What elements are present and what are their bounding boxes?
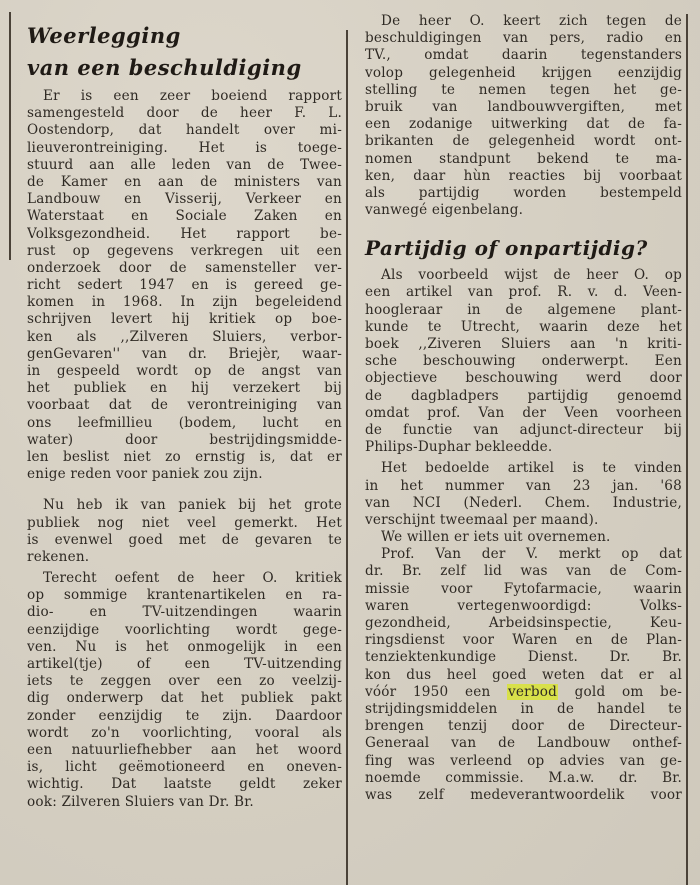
text-line: noemde commissie. M.a.w. dr. Br. [365, 769, 682, 786]
text-line: verschijnt tweemaal per maand). [365, 511, 599, 528]
text-line: objectieve beschouwing werd door [365, 370, 682, 387]
center-column-rule [346, 30, 348, 885]
text-line: gezondheid, Arbeidsinspectie, Keu- [365, 615, 682, 631]
text-line: Nu heb ik van paniek bij het grote [43, 497, 342, 514]
text-line: Het bedoelde artikel is te vinden [381, 460, 682, 477]
left-column-rule [9, 12, 11, 260]
text-line: stelling te nemen tegen het ge- [365, 81, 682, 98]
text-line: stuurd aan alle leden van de Twee- [27, 156, 342, 173]
text-line: waren vertegenwoordigd: Volks- [365, 597, 682, 614]
text-line: Waterstaat en Sociale Zaken en [27, 208, 342, 225]
text-line: Als voorbeeld wijst de heer O. op [381, 267, 682, 284]
text-line: lieuverontreiniging. Het is toege- [27, 139, 342, 156]
text-line: Generaal van de Landbouw onthef- [365, 735, 682, 752]
text-line: Volksgezondheid. Het rapport be- [27, 225, 342, 242]
text-line: Philips-Duphar bekleedde. [365, 439, 553, 456]
text-line: nomen standpunt bekend te ma- [365, 150, 682, 167]
headline-line-2: van een beschuldiging [27, 55, 302, 80]
text-line: voorbaat dat de verontreiniging van [27, 397, 342, 414]
text-line: in gespeeld wordt op de angst van [27, 363, 342, 379]
text-line: samengesteld door de heer F. L. [27, 105, 342, 122]
text-line: wichtig. Dat laatste geldt zeker [27, 776, 342, 793]
text-line: len beslist niet zo ernstig is, dat er [27, 448, 342, 465]
text-line: kon dus heel goed weten dat er al [365, 666, 682, 683]
text-line: Er is een zeer boeiend rapport [43, 88, 342, 104]
text-line-highlight [365, 684, 682, 701]
text-line: dr. Br. zelf lid was van de Com- [365, 563, 682, 580]
text-line: strijdingsmiddelen in de handel te [365, 700, 682, 717]
text-fragment: gold om be- [558, 683, 682, 700]
text-line: Oostendorp, dat handelt over mi- [27, 122, 342, 139]
text-line: Landbouw en Visserij, Verkeer en [27, 191, 342, 208]
text-line: fing was verleend op advies van ge- [365, 752, 682, 769]
right-column [365, 13, 682, 804]
paragraph [365, 13, 682, 219]
paragraph [365, 546, 682, 684]
text-line: een artikel van prof. R. v. d. Veen- [365, 284, 682, 301]
text-line: eenzijdige voorlichting wordt gege- [27, 621, 342, 638]
text-line: de functie van adjunct-directeur bij [365, 421, 682, 438]
text-line: artikel(tje) of een TV-uitzending [27, 656, 342, 672]
text-line: ven. Nu is het onmogelijk in een [27, 638, 342, 655]
text-line: ken, daar hùn reacties bij voorbaat [365, 167, 682, 184]
text-fragment: vóór 1950 een [365, 683, 508, 700]
text-line: onderzoek door de samensteller ver- [27, 259, 342, 276]
text-line: publiek nog niet veel gemerkt. Het [27, 514, 342, 531]
text-line: kunde te Utrecht, waarin deze het [365, 318, 682, 335]
text-line: beschuldigingen van pers, radio en [365, 30, 682, 47]
text-line: een natuurliefhebber aan het woord [27, 741, 342, 758]
text-line: Prof. Van der V. merkt op dat [381, 546, 682, 563]
text-line: vanwegé eigenbelang. [365, 202, 524, 219]
text-line: genGevaren'' van dr. Briejèr, waar- [27, 345, 342, 362]
right-column-rule [686, 14, 688, 885]
text-line: dig onderwerp dat het publiek pakt [27, 690, 342, 707]
highlighted-word: verbod [508, 683, 558, 700]
text-line: komen in 1968. In zijn begeleidend [27, 294, 342, 311]
paragraph [365, 460, 682, 529]
text-line: dio- en TV-uitzendingen waarin [27, 604, 342, 621]
text-line: wordt zo'n voorlichting, vooral als [27, 724, 342, 741]
text-line: richt sedert 1947 en is gereed ge- [27, 277, 342, 294]
text-line: rekenen. [27, 548, 90, 565]
text-line: schrijven levert hij kritiek op boe- [27, 311, 342, 328]
headline [27, 20, 342, 84]
paragraph [27, 570, 342, 811]
text-line: omdat prof. Van der Veen voorheen [365, 404, 682, 421]
text-line: We willen er iets uit overnemen. [381, 529, 611, 546]
paragraph [27, 497, 342, 566]
text-line: een zodanige uitwerking dat de fa- [365, 116, 682, 133]
text-line: TV., omdat daarin tegenstanders [365, 47, 682, 64]
subheading: Partijdig of onpartijdig? [365, 236, 648, 261]
text-line: is, licht geëmotioneerd en oneven- [27, 759, 342, 776]
text-line: ken als ,,Zilveren Sluiers, verbor- [27, 328, 342, 345]
text-line: van NCI (Nederl. Chem. Industrie, [365, 494, 682, 511]
headline-line-1: Weerlegging [27, 23, 181, 48]
text-line: de Kamer en aan de ministers van [27, 173, 342, 190]
text-line: volop gelegenheid krijgen eenzijdig [365, 64, 682, 81]
text-line: iets te zeggen over een zo veelzij- [27, 673, 342, 690]
paragraph [365, 529, 682, 546]
paragraph [27, 88, 342, 483]
text-line: rust op gegevens verkregen uit een [27, 242, 342, 259]
text-line: missie voor Fytofarmacie, waarin [365, 580, 682, 597]
text-line: ook: Zilveren Sluiers van Dr. Br. [27, 793, 254, 810]
text-line: De heer O. keert zich tegen de [381, 13, 682, 29]
text-line: is evenwel goed met de gevaren te [27, 531, 342, 548]
text-line: ons leefmillieu (bodem, lucht en [27, 414, 342, 431]
left-column [27, 20, 342, 811]
text-line: tenziektenkundige Dienst. Dr. Br. [365, 649, 682, 666]
text-line: als partijdig worden bestempeld [365, 184, 682, 201]
text-line: brikanten de gelegenheid wordt ont- [365, 133, 682, 150]
text-line: hoogleraar in de algemene plant- [365, 301, 682, 318]
text-line: zonder eenzijdig te zijn. Daardoor [27, 707, 342, 724]
text-line: sche beschouwing onderwerpt. Een [365, 353, 682, 370]
text-line: was zelf medeverantwoordelik voor [365, 786, 682, 803]
text-line: de dagbladpers partijdig genoemd [365, 387, 682, 404]
paragraph [365, 267, 682, 456]
text-line: boek ,,Ziveren Sluiers aan 'n kriti- [365, 336, 682, 352]
text-line: ringsdienst voor Waren en de Plan- [365, 632, 682, 649]
text-line: Terecht oefent de heer O. kritiek [43, 570, 342, 587]
text-line: water) door bestrijdingsmidde- [27, 431, 342, 448]
paragraph [365, 701, 682, 804]
text-line: enige reden voor paniek zou zijn. [27, 466, 263, 483]
text-line: het publiek en hij verzekert bij [27, 380, 342, 397]
text-line: bruik van landbouwvergiften, met [365, 98, 682, 115]
text-line: brengen tenzij door de Directeur- [365, 718, 682, 735]
text-line: in het nummer van 23 jan. '68 [365, 477, 682, 494]
text-line: op sommige krantenartikelen en ra- [27, 587, 342, 604]
